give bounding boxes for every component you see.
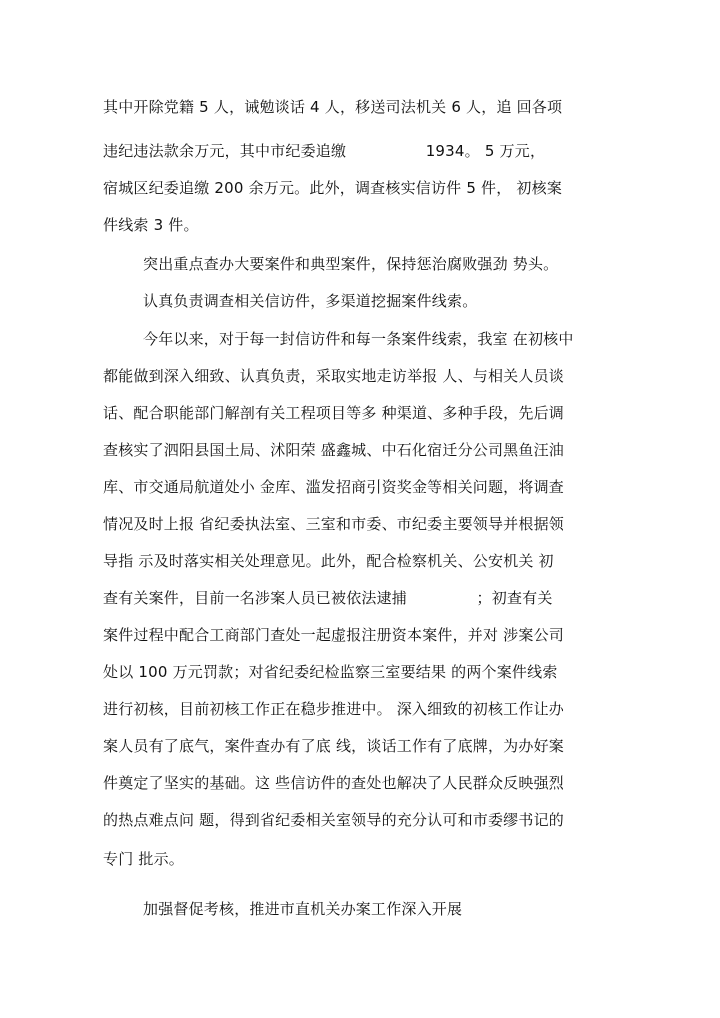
text-line: 宿城区纪委追缴 200 余万元。此外，调查核实信访件 5 件， 初核案: [103, 179, 563, 197]
text-line: 专门 批示。: [103, 850, 184, 868]
text-line: 进行初核，目前初核工作正在稳步推进中。 深入细致的初核工作让办: [103, 700, 564, 718]
text-line: 查核实了泗阳县国土局、沭阳荣 盛鑫城、中石化宿迁分公司黑鱼汪油: [103, 441, 564, 459]
text-line: 导指 示及时落实相关处理意见。此外，配合检察机关、公安机关 初: [103, 552, 554, 570]
text-line: 突出重点查办大要案件和典型案件，保持惩治腐败强劲 势头。: [143, 255, 559, 273]
text-line: 处以 100 万元罚款；对省纪委纪检监察三室要结果 的两个案件线索: [103, 663, 558, 681]
text-line: 件奠定了坚实的基础。这 些信访件的查处也解决了人民群众反映强烈: [103, 774, 564, 792]
text-line: 查有关案件，目前一名涉案人员已被依法逮捕 ；初查有关: [103, 589, 553, 607]
text-line: 今年以来，对于每一封信访件和每一条案件线索，我室 在初核中: [143, 330, 574, 348]
text-line: 件线索 3 件。: [103, 216, 199, 234]
text-line: 案人员有了底气，案件查办有了底 线，谈话工作有了底牌，为办好案: [103, 737, 564, 755]
text-line: 违纪违法款余万元，其中市纪委追缴 1934。 5 万元，: [103, 142, 546, 160]
text-line: 其中开除党籍 5 人，诫勉谈话 4 人，移送司法机关 6 人，追 回各项: [103, 98, 563, 116]
text-line: 的热点难点问 题，得到省纪委相关室领导的充分认可和市委缪书记的: [103, 811, 564, 829]
text-line: 都能做到深入细致、认真负责，采取实地走访举报 人、与相关人员谈: [103, 367, 564, 385]
text-line: 库、市交通局航道处小 金库、滥发招商引资奖金等相关问题，将调查: [103, 478, 564, 496]
text-line: 话、配合职能部门解剖有关工程项目等多 种渠道、多种手段，先后调: [103, 404, 564, 422]
text-line: 加强督促考核，推进市直机关办案工作深入开展: [143, 900, 463, 918]
text-line: 案件过程中配合工商部门查处一起虚报注册资本案件，并对 涉案公司: [103, 626, 564, 644]
text-line: 情况及时上报 省纪委执法室、三室和市委、市纪委主要领导并根据领: [103, 515, 564, 533]
text-line: 认真负责调查相关信访件，多渠道挖掘案件线索。: [143, 292, 478, 310]
